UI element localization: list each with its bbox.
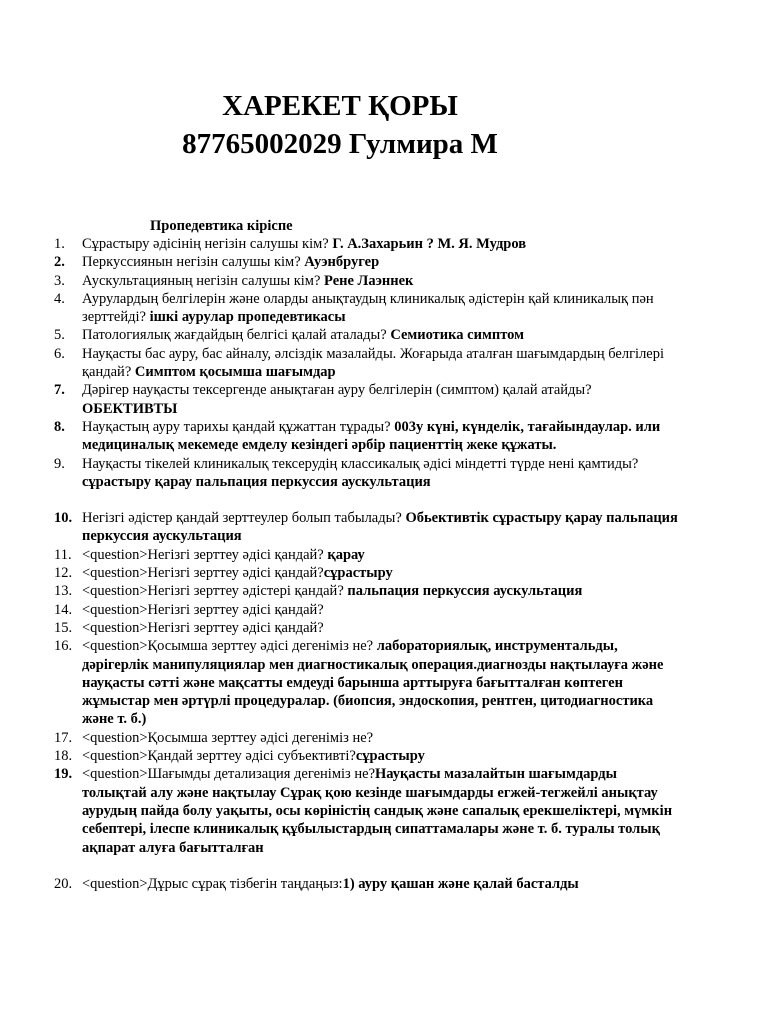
answer-text: ішкі аурулар пропедевтикасы	[149, 309, 346, 326]
answer-text: Обьективтік сұрастыру қарау пальпация перкуссия аускультация	[82, 510, 678, 545]
question-number: 15.	[54, 619, 73, 636]
question-item	[54, 381, 684, 418]
answer-text: Г. А.Захарьин ? М. Я. Мудров	[332, 236, 527, 252]
question-text: <question>Дұрыс сұрақ тізбегін таңдаңыз:	[82, 875, 343, 892]
answer-text: 1) ауру қашан және қалай басталды	[342, 875, 579, 892]
answer-text: Ауэнбругер	[304, 254, 380, 271]
question-text: <question>Қосымша зерттеу әдісі дегеніміз не?	[82, 729, 374, 746]
answer-text: сұрастыру қарау пальпация перкуссия аускультация	[82, 473, 431, 490]
question-text: Сұрастыру әдісінің негізін салушы кім?	[82, 236, 333, 252]
question-text: Негізгі әдістер қандай зерттеулер болып табылады?	[82, 510, 406, 527]
question-item	[54, 418, 684, 455]
question-number: 9.	[54, 455, 65, 472]
answer-text: сұрастыру	[323, 565, 393, 582]
question-item	[54, 582, 684, 600]
question-item	[54, 345, 684, 382]
answer-text: Симптом қосымша шағымдар	[134, 364, 336, 381]
question-number: 4.	[54, 290, 65, 307]
answer-text: сұрастыру	[355, 748, 425, 765]
question-item	[54, 637, 684, 728]
question-number: 10.	[54, 510, 73, 527]
question-text: <question>Негізгі зерттеу әдісі қандай?	[82, 619, 324, 636]
question-number: 6.	[54, 345, 65, 362]
answer-text: Семиотика симптом	[390, 327, 524, 344]
question-number: 17.	[54, 729, 73, 746]
question-number: 20.	[54, 875, 73, 892]
answer-text: Науқасты мазалайтын шағымдарды толықтай алу және нақтылау Сұрақ қою кезінде шағымдарды егжей-тегжейлі анықтау аурудың пайда болу уақыты, осы көріністің сандық және сапалық ерекшеліктері, мүмкін себептері, ілеспе клиникалық құбылыстардың сипаттамалары және т. б. туралы толық ақпарат алуға бағытталған	[82, 766, 673, 856]
question-text: Дәрігер науқасты тексергенде анықтаған ауру белгілерін (симптом) қалай атайды?	[82, 382, 592, 399]
section-heading: Пропедевтика кіріспе	[150, 218, 293, 234]
question-number: 1.	[54, 236, 65, 252]
question-number: 18.	[54, 748, 73, 765]
question-item	[54, 875, 684, 893]
question-number: 13.	[54, 583, 73, 600]
question-text: Науқасты тікелей клиникалық тексерудің классикалық әдісі міндетті түрде нені қамтиды?	[82, 455, 639, 472]
question-text: <question>Қосымша зерттеу әдісі дегеніміз не?	[82, 638, 377, 655]
question-text: Аускультацияның негізін салушы кім?	[82, 272, 325, 289]
answer-text: Рене Лаэннек	[324, 272, 414, 289]
question-text: <question>Қандай зерттеу әдісі субъективті?	[82, 748, 356, 765]
answer-text: пальпация перкуссия аускультация	[347, 583, 583, 600]
question-number: 7.	[54, 382, 65, 399]
question-item	[54, 509, 684, 546]
question-number: 8.	[54, 418, 65, 435]
question-item	[54, 619, 684, 637]
question-item	[54, 601, 684, 619]
question-item	[54, 729, 684, 747]
page-subtitle-phone: 87765002029 Гулмира М	[182, 128, 498, 160]
question-text: Перкуссиянын негізін салушы кім?	[82, 254, 305, 271]
question-item	[54, 235, 684, 253]
answer-text: қарау	[327, 546, 365, 563]
page-title: ХАРЕКЕТ ҚОРЫ	[222, 90, 458, 122]
question-item	[54, 765, 684, 856]
question-item	[54, 546, 684, 564]
question-item	[54, 272, 684, 290]
question-number: 19.	[54, 766, 73, 783]
question-text: Науқастың ауру тарихы қандай құжаттан тұрады?	[82, 418, 395, 435]
question-text: Науқасты бас ауру, бас айналу, әлсіздік мазалайды. Жоғарыда аталған шағымдардың белгілері қандай?	[82, 345, 665, 381]
question-text: <question>Негізгі зерттеу әдістері қандай?	[82, 583, 348, 600]
question-item	[54, 326, 684, 344]
answer-text: 003у күні, күнделік, тағайындаулар. или медициналық мекемеде емделу кезіндегі әрбір пациенттің жеке құжаты.	[82, 418, 661, 454]
question-number: 2.	[54, 254, 65, 271]
question-item	[54, 747, 684, 765]
question-number: 11.	[54, 546, 72, 563]
question-text: <question>Негізгі зерттеу әдісі қандай?	[82, 601, 324, 618]
question-number: 14.	[54, 601, 73, 618]
spacer	[54, 857, 684, 875]
question-item	[54, 564, 684, 582]
question-number: 5.	[54, 327, 65, 344]
question-number: 12.	[54, 565, 73, 582]
question-text: <question>Негізгі зерттеу әдісі қандай?	[82, 546, 328, 563]
question-number: 16.	[54, 638, 73, 655]
question-text: <question>Негізгі зерттеу әдісі қандай?	[82, 565, 324, 582]
question-number: 3.	[54, 272, 65, 289]
spacer	[54, 491, 684, 509]
answer-text: ОБЕКТИВТЫ	[82, 400, 178, 417]
question-text: Аурулардың белгілерін және оларды анықтаудың клиникалық әдістерін қай клиникалық пән зерттейді?	[82, 290, 654, 326]
question-item	[54, 253, 684, 271]
question-item	[54, 455, 684, 492]
question-text: <question>Шағымды детализация дегеніміз не?	[82, 766, 376, 783]
question-item	[54, 290, 684, 327]
question-text: Патологиялық жағдайдың белгісі қалай аталады?	[82, 327, 391, 344]
question-list	[54, 235, 684, 893]
answer-text: лабораториялық, инструментальды, дәрігерлік манипуляциялар мен диагностикалық операция.диагнозды нақтылауға және науқасты сәтті және мақсатты емдеуді барынша арттыруға бағытталған көптеген жұмыстар мен әртүрлі процедуралар. (биопсия, эндоскопия, рентген, цитодиагностика және т. б.)	[82, 638, 664, 728]
